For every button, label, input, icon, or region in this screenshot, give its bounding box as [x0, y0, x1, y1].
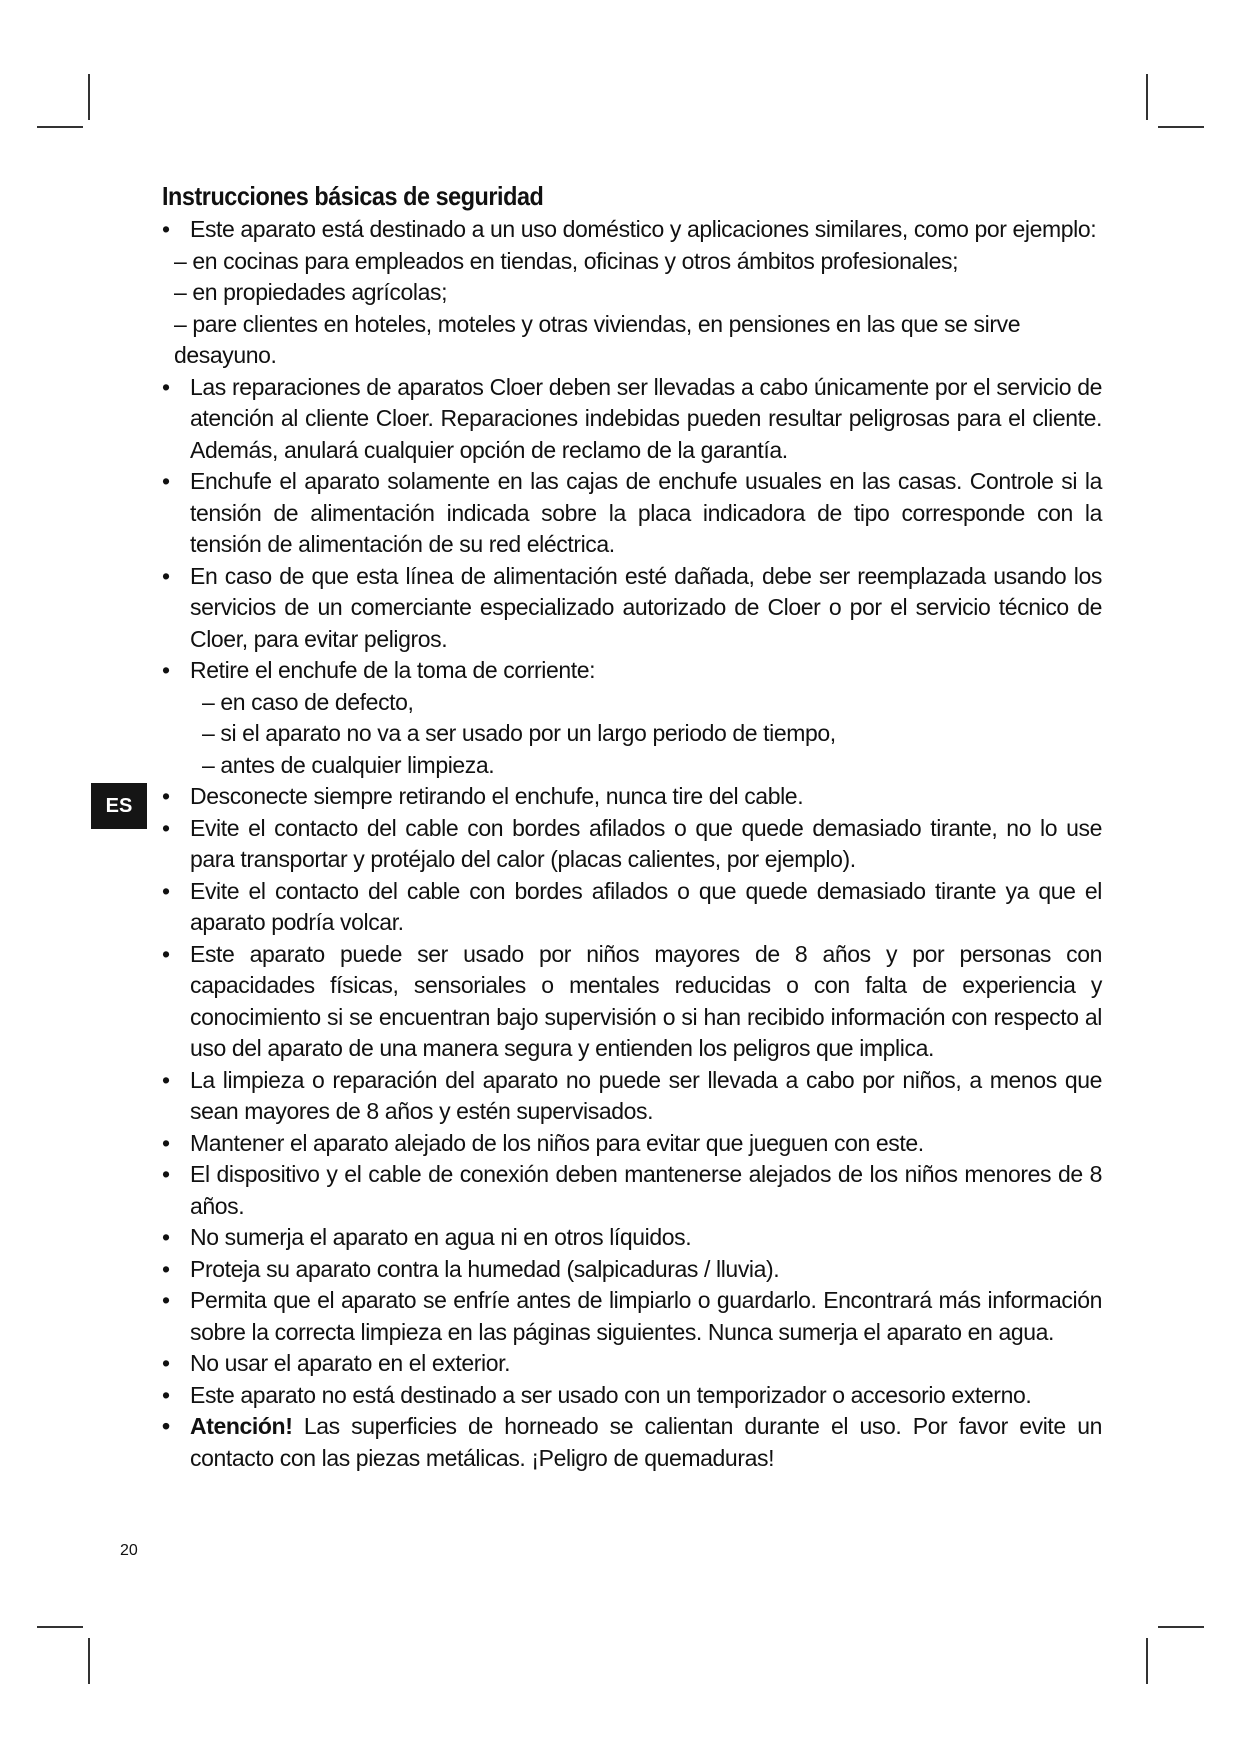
item-text: Este aparato no está destinado a ser usado con un temporizador o accesorio externo. [190, 1381, 1032, 1408]
sub-item: – en cocinas para empleados en tiendas, oficinas y otros ámbitos profesionales; [174, 247, 959, 274]
bullet: • [162, 1413, 170, 1439]
item-text: No sumerja el aparato en agua ni en otros líquidos. [190, 1224, 692, 1250]
bullet: • [162, 562, 170, 589]
list-item [162, 876, 1102, 939]
bullet: • [162, 468, 170, 494]
bullet: • [162, 1255, 170, 1282]
sub-item: – pare clientes en hoteles, moteles y otras viviendas, en pensiones en las que se sirve desayuno. [174, 310, 1021, 368]
list-item [162, 1222, 1102, 1254]
item-text: Proteja su aparato contra la humedad (salpicaduras / lluvia). [190, 1255, 780, 1282]
sub-item: – antes de cualquier limpieza. [202, 751, 495, 778]
attention-item [162, 1411, 1102, 1474]
item-text: Mantener el aparato alejado de los niños para evitar que jueguen con este. [190, 1129, 924, 1156]
language-tab: ES [91, 783, 147, 829]
bullet: • [162, 1287, 170, 1313]
bullet: • [162, 373, 170, 400]
item-text: Retire el enchufe de la toma de corriente: [190, 657, 596, 683]
list-item [162, 466, 1102, 561]
crop-mark [37, 1626, 83, 1628]
item-text: Permita que el aparato se enfríe antes de limpiarlo o guardarlo. Encontrará más información sobre la correcta limpieza en las páginas siguientes. Nunca sumerja el aparato en agua. [190, 1287, 1102, 1345]
list-item [162, 1065, 1102, 1128]
sub-list [162, 246, 1102, 372]
crop-mark [88, 74, 90, 120]
bullet: • [162, 814, 170, 841]
bullet: • [162, 1350, 170, 1376]
item-text: Las reparaciones de aparatos Cloer deben ser llevadas a cabo únicamente por el servicio de atención al cliente Cloer. Reparaciones indebidas pueden resultar peligrosas para el cliente. Además, anulará cualquier opción de reclamo de la garantía. [190, 373, 1102, 463]
page-title: Instrucciones básicas de seguridad [162, 181, 544, 211]
crop-mark [1158, 126, 1204, 128]
list-item [162, 561, 1102, 656]
bullet: • [162, 940, 170, 967]
bullet: • [162, 1161, 170, 1187]
list-item [162, 655, 1102, 781]
sub-item: – si el aparato no va a ser usado por un largo periodo de tiempo, [202, 720, 836, 746]
item-text: En caso de que esta línea de alimentación esté dañada, debe ser reemplazada usando los servicios de un comerciante especializado autorizado de Cloer o por el servicio técnico de Cloer, para evitar peligros. [190, 562, 1102, 652]
list-item [162, 214, 1102, 246]
bullet: • [162, 877, 170, 904]
crop-mark [37, 126, 83, 128]
sub-list [190, 687, 1102, 782]
item-text: El dispositivo y el cable de conexión deben mantenerse alejados de los niños menores de 8 años. [190, 1161, 1102, 1219]
list-item [162, 813, 1102, 876]
attention-text: Las superficies de horneado se calientan durante el uso. Por favor evite un contacto con las piezas metálicas. ¡Peligro de quemaduras! [190, 1413, 1102, 1471]
bullet: • [162, 216, 170, 242]
bullet: • [162, 1129, 170, 1156]
item-text: Este aparato puede ser usado por niños mayores de 8 años y por personas con capacidades físicas, sensoriales o mentales reducidas o con falta de experiencia y conocimiento si se encuentran bajo supervisión o si han recibido información con respecto al uso del aparato de una manera segura y entienden los peligros que implica. [190, 940, 1102, 1061]
list-item [162, 1159, 1102, 1222]
page-number: 20 [120, 1542, 138, 1559]
list-item [162, 939, 1102, 1065]
attention-label: Atención! [190, 1413, 293, 1439]
bullet: • [162, 1066, 170, 1093]
list-item [162, 1254, 1102, 1286]
crop-mark [1146, 1638, 1148, 1684]
crop-mark [1146, 74, 1148, 120]
list-item [162, 1380, 1102, 1412]
item-text: No usar el aparato en el exterior. [190, 1350, 511, 1376]
bullet: • [162, 1381, 170, 1408]
list-item [162, 372, 1102, 467]
safety-list [162, 214, 1102, 246]
list-item [162, 1285, 1102, 1348]
sub-item: – en caso de defecto, [202, 688, 414, 715]
list-item [162, 1128, 1102, 1160]
item-text: Este aparato está destinado a un uso doméstico y aplicaciones similares, como por ejemplo: [190, 216, 1097, 242]
bullet: • [162, 783, 170, 809]
sub-item: – en propiedades agrícolas; [174, 279, 448, 305]
safety-instructions [162, 180, 1102, 1474]
list-item [162, 1348, 1102, 1380]
item-text: Enchufe el aparato solamente en las cajas de enchufe usuales en las casas. Controle si la tensión de alimentación indicada sobre la placa indicadora de tipo corresponde con la tensión de alimentación de su red eléctrica. [190, 468, 1102, 557]
bullet: • [162, 1224, 170, 1250]
list-item [162, 781, 1102, 813]
item-text: Desconecte siempre retirando el enchufe, nunca tire del cable. [190, 783, 804, 809]
bullet: • [162, 657, 170, 683]
crop-mark [1158, 1626, 1204, 1628]
item-text: Evite el contacto del cable con bordes afilados o que quede demasiado tirante, no lo use para transportar y protéjalo del calor (placas calientes, por ejemplo). [190, 814, 1102, 872]
item-text: Evite el contacto del cable con bordes afilados o que quede demasiado tirante ya que el aparato podría volcar. [190, 877, 1102, 935]
item-text: La limpieza o reparación del aparato no puede ser llevada a cabo por niños, a menos que sean mayores de 8 años y estén supervisados. [190, 1066, 1102, 1124]
crop-mark [88, 1638, 90, 1684]
safety-list [162, 372, 1102, 1475]
